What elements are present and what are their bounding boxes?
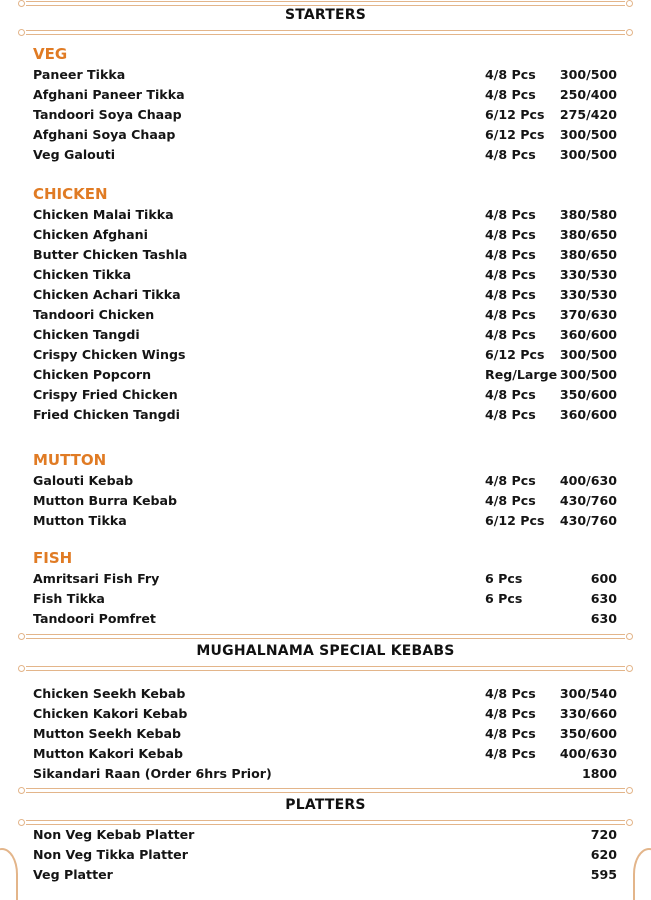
menu-item-price: 300/500 (559, 367, 617, 382)
divider-starters (18, 29, 633, 35)
menu-item-name: Tandoori Pomfret (33, 611, 156, 626)
menu-item-price: 400/630 (559, 746, 617, 761)
menu-item-row (0, 473, 651, 493)
menu-item-row (0, 686, 651, 706)
menu-item-row (0, 247, 651, 267)
menu-item-price: 1800 (581, 766, 617, 781)
menu-item-row (0, 746, 651, 766)
menu-item-quantity: 4/8 Pcs (485, 267, 536, 282)
menu-item-name: Crispy Chicken Wings (33, 347, 186, 362)
menu-item-row (0, 287, 651, 307)
menu-item-price: 330/530 (559, 267, 617, 282)
category-fish: FISH (33, 549, 73, 567)
menu-item-price: 300/500 (559, 127, 617, 142)
menu-item-name: Chicken Kakori Kebab (33, 706, 188, 721)
menu-item-name: Chicken Afghani (33, 227, 148, 242)
menu-item-row (0, 147, 651, 167)
menu-item-name: Fried Chicken Tangdi (33, 407, 180, 422)
menu-item-price: 250/400 (559, 87, 617, 102)
menu-item-row (0, 67, 651, 87)
menu-item-row (0, 347, 651, 367)
menu-item-price: 360/600 (559, 407, 617, 422)
menu-item-quantity: 4/8 Pcs (485, 227, 536, 242)
menu-item-quantity: 4/8 Pcs (485, 746, 536, 761)
menu-item-row (0, 867, 651, 887)
menu-item-row (0, 847, 651, 867)
menu-item-name: Mutton Seekh Kebab (33, 726, 182, 741)
menu-item-quantity: 4/8 Pcs (485, 147, 536, 162)
menu-item-quantity: Reg/Large (485, 367, 558, 382)
menu-item-price: 300/500 (559, 67, 617, 82)
menu-item-price: 630 (590, 591, 617, 606)
menu-item-name: Chicken Malai Tikka (33, 207, 174, 222)
section-title-starters: STARTERS (284, 7, 367, 23)
menu-item-quantity: 4/8 Pcs (485, 67, 536, 82)
category-chicken: CHICKEN (33, 185, 108, 203)
menu-item-quantity: 6/12 Pcs (485, 513, 545, 528)
menu-item-price: 620 (590, 847, 617, 862)
menu-item-quantity: 6 Pcs (485, 571, 523, 586)
menu-item-name: Amritsari Fish Fry (33, 571, 160, 586)
menu-item-quantity: 6/12 Pcs (485, 347, 545, 362)
menu-item-row (0, 766, 651, 786)
menu-item-quantity: 4/8 Pcs (485, 493, 536, 508)
menu-item-row (0, 611, 651, 631)
menu-item-quantity: 4/8 Pcs (485, 726, 536, 741)
menu-item-row (0, 591, 651, 611)
menu-item-price: 595 (590, 867, 617, 882)
menu-item-name: Chicken Seekh Kebab (33, 686, 186, 701)
menu-item-row (0, 307, 651, 327)
menu-item-price: 300/500 (559, 347, 617, 362)
menu-item-quantity: 4/8 Pcs (485, 706, 536, 721)
menu-item-row (0, 387, 651, 407)
menu-item-price: 330/530 (559, 287, 617, 302)
menu-item-quantity: 4/8 Pcs (485, 686, 536, 701)
menu-item-name: Fish Tikka (33, 591, 105, 606)
menu-item-row (0, 227, 651, 247)
divider-platters-top (18, 787, 633, 793)
menu-item-quantity: 6/12 Pcs (485, 107, 545, 122)
menu-item-name: Crispy Fried Chicken (33, 387, 178, 402)
menu-item-name: Non Veg Kebab Platter (33, 827, 195, 842)
menu-item-row (0, 127, 651, 147)
menu-item-price: 360/600 (559, 327, 617, 342)
menu-item-quantity: 4/8 Pcs (485, 407, 536, 422)
menu-item-row (0, 87, 651, 107)
menu-item-name: Butter Chicken Tashla (33, 247, 188, 262)
menu-item-name: Mutton Kakori Kebab (33, 746, 184, 761)
menu-item-price: 380/580 (559, 207, 617, 222)
menu-item-name: Veg Platter (33, 867, 113, 882)
menu-item-price: 300/500 (559, 147, 617, 162)
menu-item-row (0, 407, 651, 427)
divider-special-bottom (18, 665, 633, 671)
menu-item-quantity: 4/8 Pcs (485, 473, 536, 488)
menu-item-price: 275/420 (559, 107, 617, 122)
menu-item-row (0, 706, 651, 726)
divider-special-top (18, 633, 633, 639)
menu-item-quantity: 6/12 Pcs (485, 127, 545, 142)
menu-item-row (0, 207, 651, 227)
menu-item-row (0, 493, 651, 513)
top-divider (18, 0, 633, 6)
menu-item-price: 430/760 (559, 493, 617, 508)
menu-item-row (0, 827, 651, 847)
menu-item-price: 600 (590, 571, 617, 586)
menu-item-price: 380/650 (559, 227, 617, 242)
menu-item-price: 330/660 (559, 706, 617, 721)
menu-item-name: Veg Galouti (33, 147, 116, 162)
menu-item-name: Afghani Soya Chaap (33, 127, 176, 142)
menu-item-name: Tandoori Chicken (33, 307, 155, 322)
menu-item-price: 400/630 (559, 473, 617, 488)
menu-item-name: Non Veg Tikka Platter (33, 847, 188, 862)
section-title-platters: PLATTERS (285, 797, 366, 813)
menu-item-name: Mutton Tikka (33, 513, 127, 528)
menu-item-name: Galouti Kebab (33, 473, 134, 488)
menu-item-row (0, 571, 651, 591)
menu-item-price: 720 (590, 827, 617, 842)
menu-item-row (0, 327, 651, 347)
menu-item-price: 430/760 (559, 513, 617, 528)
menu-item-price: 350/600 (559, 726, 617, 741)
menu-item-quantity: 4/8 Pcs (485, 387, 536, 402)
divider-platters-bottom (18, 819, 633, 825)
menu-item-quantity: 4/8 Pcs (485, 207, 536, 222)
menu-item-price: 300/540 (559, 686, 617, 701)
menu-item-row (0, 513, 651, 533)
menu-item-name: Chicken Popcorn (33, 367, 152, 382)
menu-item-name: Mutton Burra Kebab (33, 493, 178, 508)
menu-item-name: Chicken Tangdi (33, 327, 140, 342)
menu-item-quantity: 4/8 Pcs (485, 307, 536, 322)
menu-item-name: Chicken Tikka (33, 267, 132, 282)
menu-item-name: Chicken Achari Tikka (33, 287, 181, 302)
menu-item-price: 370/630 (559, 307, 617, 322)
section-title-special: MUGHALNAMA SPECIAL KEBABS (196, 643, 455, 659)
category-veg: VEG (33, 45, 68, 63)
menu-item-quantity: 6 Pcs (485, 591, 523, 606)
menu-item-price: 630 (590, 611, 617, 626)
menu-item-row (0, 367, 651, 387)
menu-item-quantity: 4/8 Pcs (485, 87, 536, 102)
category-mutton: MUTTON (33, 451, 107, 469)
menu-item-quantity: 4/8 Pcs (485, 287, 536, 302)
menu-item-name: Paneer Tikka (33, 67, 126, 82)
menu-item-row (0, 726, 651, 746)
menu-item-row (0, 267, 651, 287)
menu-item-name: Tandoori Soya Chaap (33, 107, 182, 122)
menu-item-price: 380/650 (559, 247, 617, 262)
menu-item-quantity: 4/8 Pcs (485, 327, 536, 342)
menu-item-price: 350/600 (559, 387, 617, 402)
menu-item-name: Sikandari Raan (Order 6hrs Prior) (33, 766, 272, 781)
menu-item-quantity: 4/8 Pcs (485, 247, 536, 262)
menu-item-row (0, 107, 651, 127)
menu-item-name: Afghani Paneer Tikka (33, 87, 185, 102)
